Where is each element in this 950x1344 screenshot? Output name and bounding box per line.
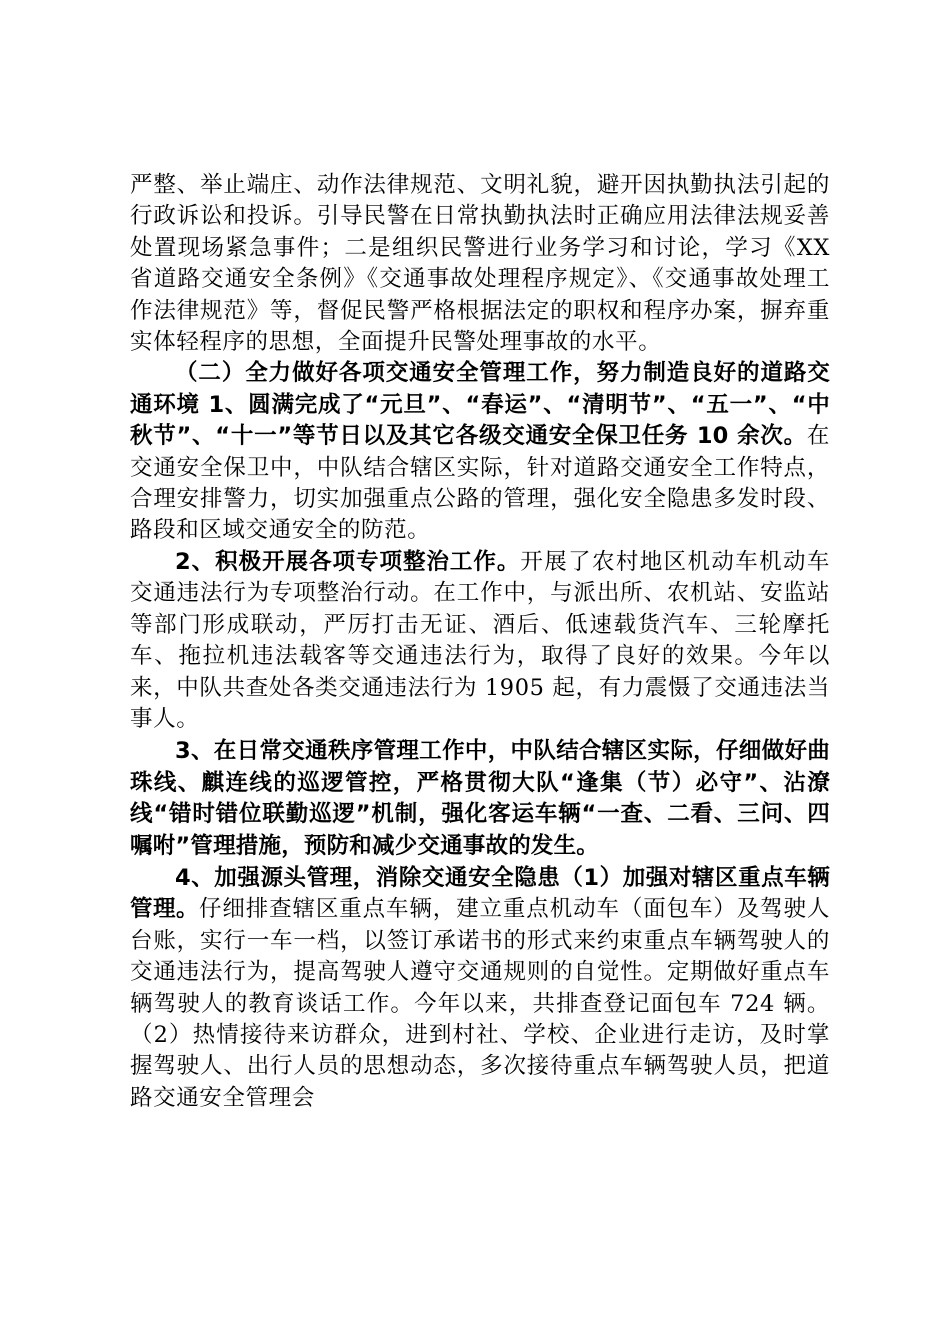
document-body	[130, 170, 830, 1114]
paragraph-3-heading: 2、积极开展各项专项整治工作。	[175, 548, 521, 575]
paragraph-2	[130, 358, 830, 546]
paragraph-2-heading: （二）全力做好各项交通安全管理工作，努力制造良好的道路交通环境 1、圆满完成了“元旦”、“春运”、“清明节”、“五一”、“中秋节”、“十一”等节日以及其它各级交通安全保卫任务 10 余次。	[130, 360, 830, 450]
paragraph-1	[130, 170, 830, 358]
paragraph-4-heading: 3、在日常交通秩序管理工作中，中队结合辖区实际，仔细做好曲珠线、麒连线的巡逻管控，严格贯彻大队“逢集（节）必守”、沾潦线“错时错位联勤巡逻”机制，强化客运车辆“一查、二看、三问、四嘱咐”管理措施，预防和减少交通事故的发生。	[130, 738, 830, 859]
paragraph-5-text: 仔细排查辖区重点车辆，建立重点机动车（面包车）及驾驶人台账，实行一车一档，以签订承诺书的形式来约束重点车辆驾驶人的交通违法行为，提高驾驶人遵守交通规则的自觉性。定期做好重点车辆驾驶人的教育谈话工作。今年以来，共排查登记面包车 724 辆。（2）热情接待来访群众，进到村社、学校、企业进行走访，及时掌握驾驶人、出行人员的思想动态，多次接待重点车辆驾驶人员，把道路交通安全管理会	[130, 896, 830, 1111]
paragraph-2-text: 在交通安全保卫中，中队结合辖区实际，针对道路交通安全工作特点，合理安排警力，切实加强重点公路的管理，强化安全隐患多发时段、路段和区域交通安全的防范。	[130, 423, 830, 544]
paragraph-3-text: 开展了农村地区机动车机动车交通违法行为专项整治行动。在工作中，与派出所、农机站、安监站等部门形成联动，严厉打击无证、酒后、低速载货汽车、三轮摩托车、拖拉机违法载客等交通违法行为，取得了良好的效果。今年以来，中队共查处各类交通违法行为 1905 起，有力震慑了交通违法当事人。	[130, 548, 830, 732]
paragraph-3	[130, 547, 830, 735]
paragraph-5	[130, 863, 830, 1114]
paragraph-4	[130, 736, 830, 862]
paragraph-5-heading: 4、加强源头管理，消除交通安全隐患（1）加强对辖区重点车辆管理。	[130, 864, 830, 923]
paragraph-1-text: 严整、举止端庄、动作法律规范、文明礼貌，避开因执勤执法引起的行政诉讼和投诉。引导民警在日常执勤执法时正确应用法律法规妥善处置现场紧急事件；二是组织民警进行业务学习和讨论，学习《XX省道路交通安全条例》《交通事故处理程序规定》、《交通事故处理工作法律规范》等，督促民警严格根据法定的职权和程序办案，摒弃重实体轻程序的思想，全面提升民警处理事故的水平。	[130, 172, 830, 356]
